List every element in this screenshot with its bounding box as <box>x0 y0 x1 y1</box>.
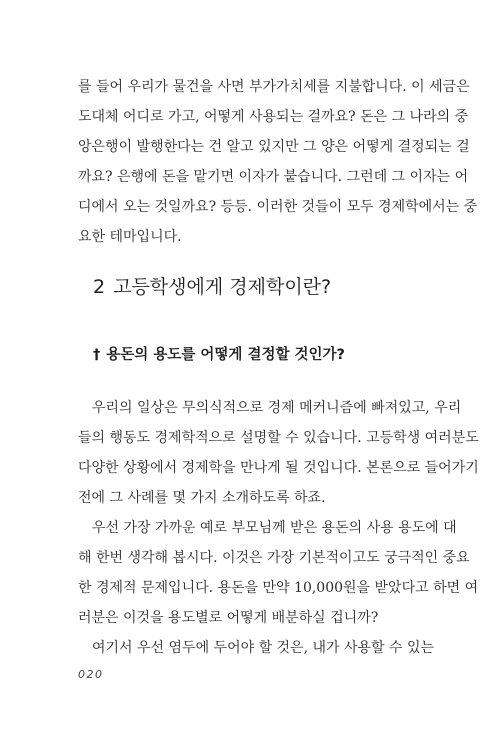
chapter-heading <box>93 272 331 299</box>
page-number: 020 <box>78 668 104 681</box>
body-paragraph-2 <box>78 513 479 633</box>
text-line: 요한 테마입니다. <box>78 229 182 245</box>
intro-paragraph <box>78 72 478 252</box>
text-line: 다양한 상황에서 경제학을 만나게 될 것입니다. 본론으로 들어가기 <box>78 460 479 476</box>
text-line: 디에서 오는 것일까요? 등등. 이러한 것들이 모두 경제학에서는 중 <box>78 199 478 215</box>
text-line: 들의 행동도 경제학적으로 설명할 수 있습니다. 고등학생 여러분도 <box>78 430 479 446</box>
body-paragraph-3 <box>78 633 435 663</box>
text-line: 도대체 어디로 가고, 어떻게 사용되는 걸까요? 돈은 그 나라의 중 <box>78 109 469 125</box>
chapter-number: 2 <box>93 276 106 298</box>
text-line: 러분은 이것을 용도별로 어떻게 배분하실 겁니까? <box>78 610 379 626</box>
text-line: 한 경제적 문제입니다. 용돈을 만약 10,000원을 받았다고 하면 여 <box>78 580 479 596</box>
dagger-icon: † <box>93 347 101 363</box>
text-line: 여기서 우선 염두에 두어야 할 것은, 내가 사용할 수 있는 <box>92 640 435 656</box>
text-line: 우리의 일상은 무의식적으로 경제 메커니즘에 빠져있고, 우리 <box>92 400 462 416</box>
text-line: 앙은행이 발행한다는 건 알고 있지만 그 양은 어떻게 결정되는 걸 <box>78 139 470 155</box>
body-paragraph-1 <box>78 393 479 513</box>
chapter-title: 고등학생에게 경제학이란? <box>113 276 332 298</box>
section-title: 용돈의 용도를 어떻게 결정할 것인가? <box>106 347 345 363</box>
text-line: 까요? 은행에 돈을 맡기면 이자가 붙습니다. 그런데 그 이자는 어 <box>78 169 469 185</box>
text-line: 전에 그 사례를 몇 가지 소개하도록 하죠. <box>78 490 326 506</box>
text-line: 우선 가장 가까운 예로 부모님께 받은 용돈의 사용 용도에 대 <box>92 520 457 536</box>
section-heading <box>93 343 345 364</box>
text-line: 를 들어 우리가 물건을 사면 부가가치세를 지불합니다. 이 세금은 <box>78 79 470 95</box>
text-line: 해 한번 생각해 봅시다. 이것은 가장 기본적이고도 궁극적인 중요 <box>78 550 470 566</box>
